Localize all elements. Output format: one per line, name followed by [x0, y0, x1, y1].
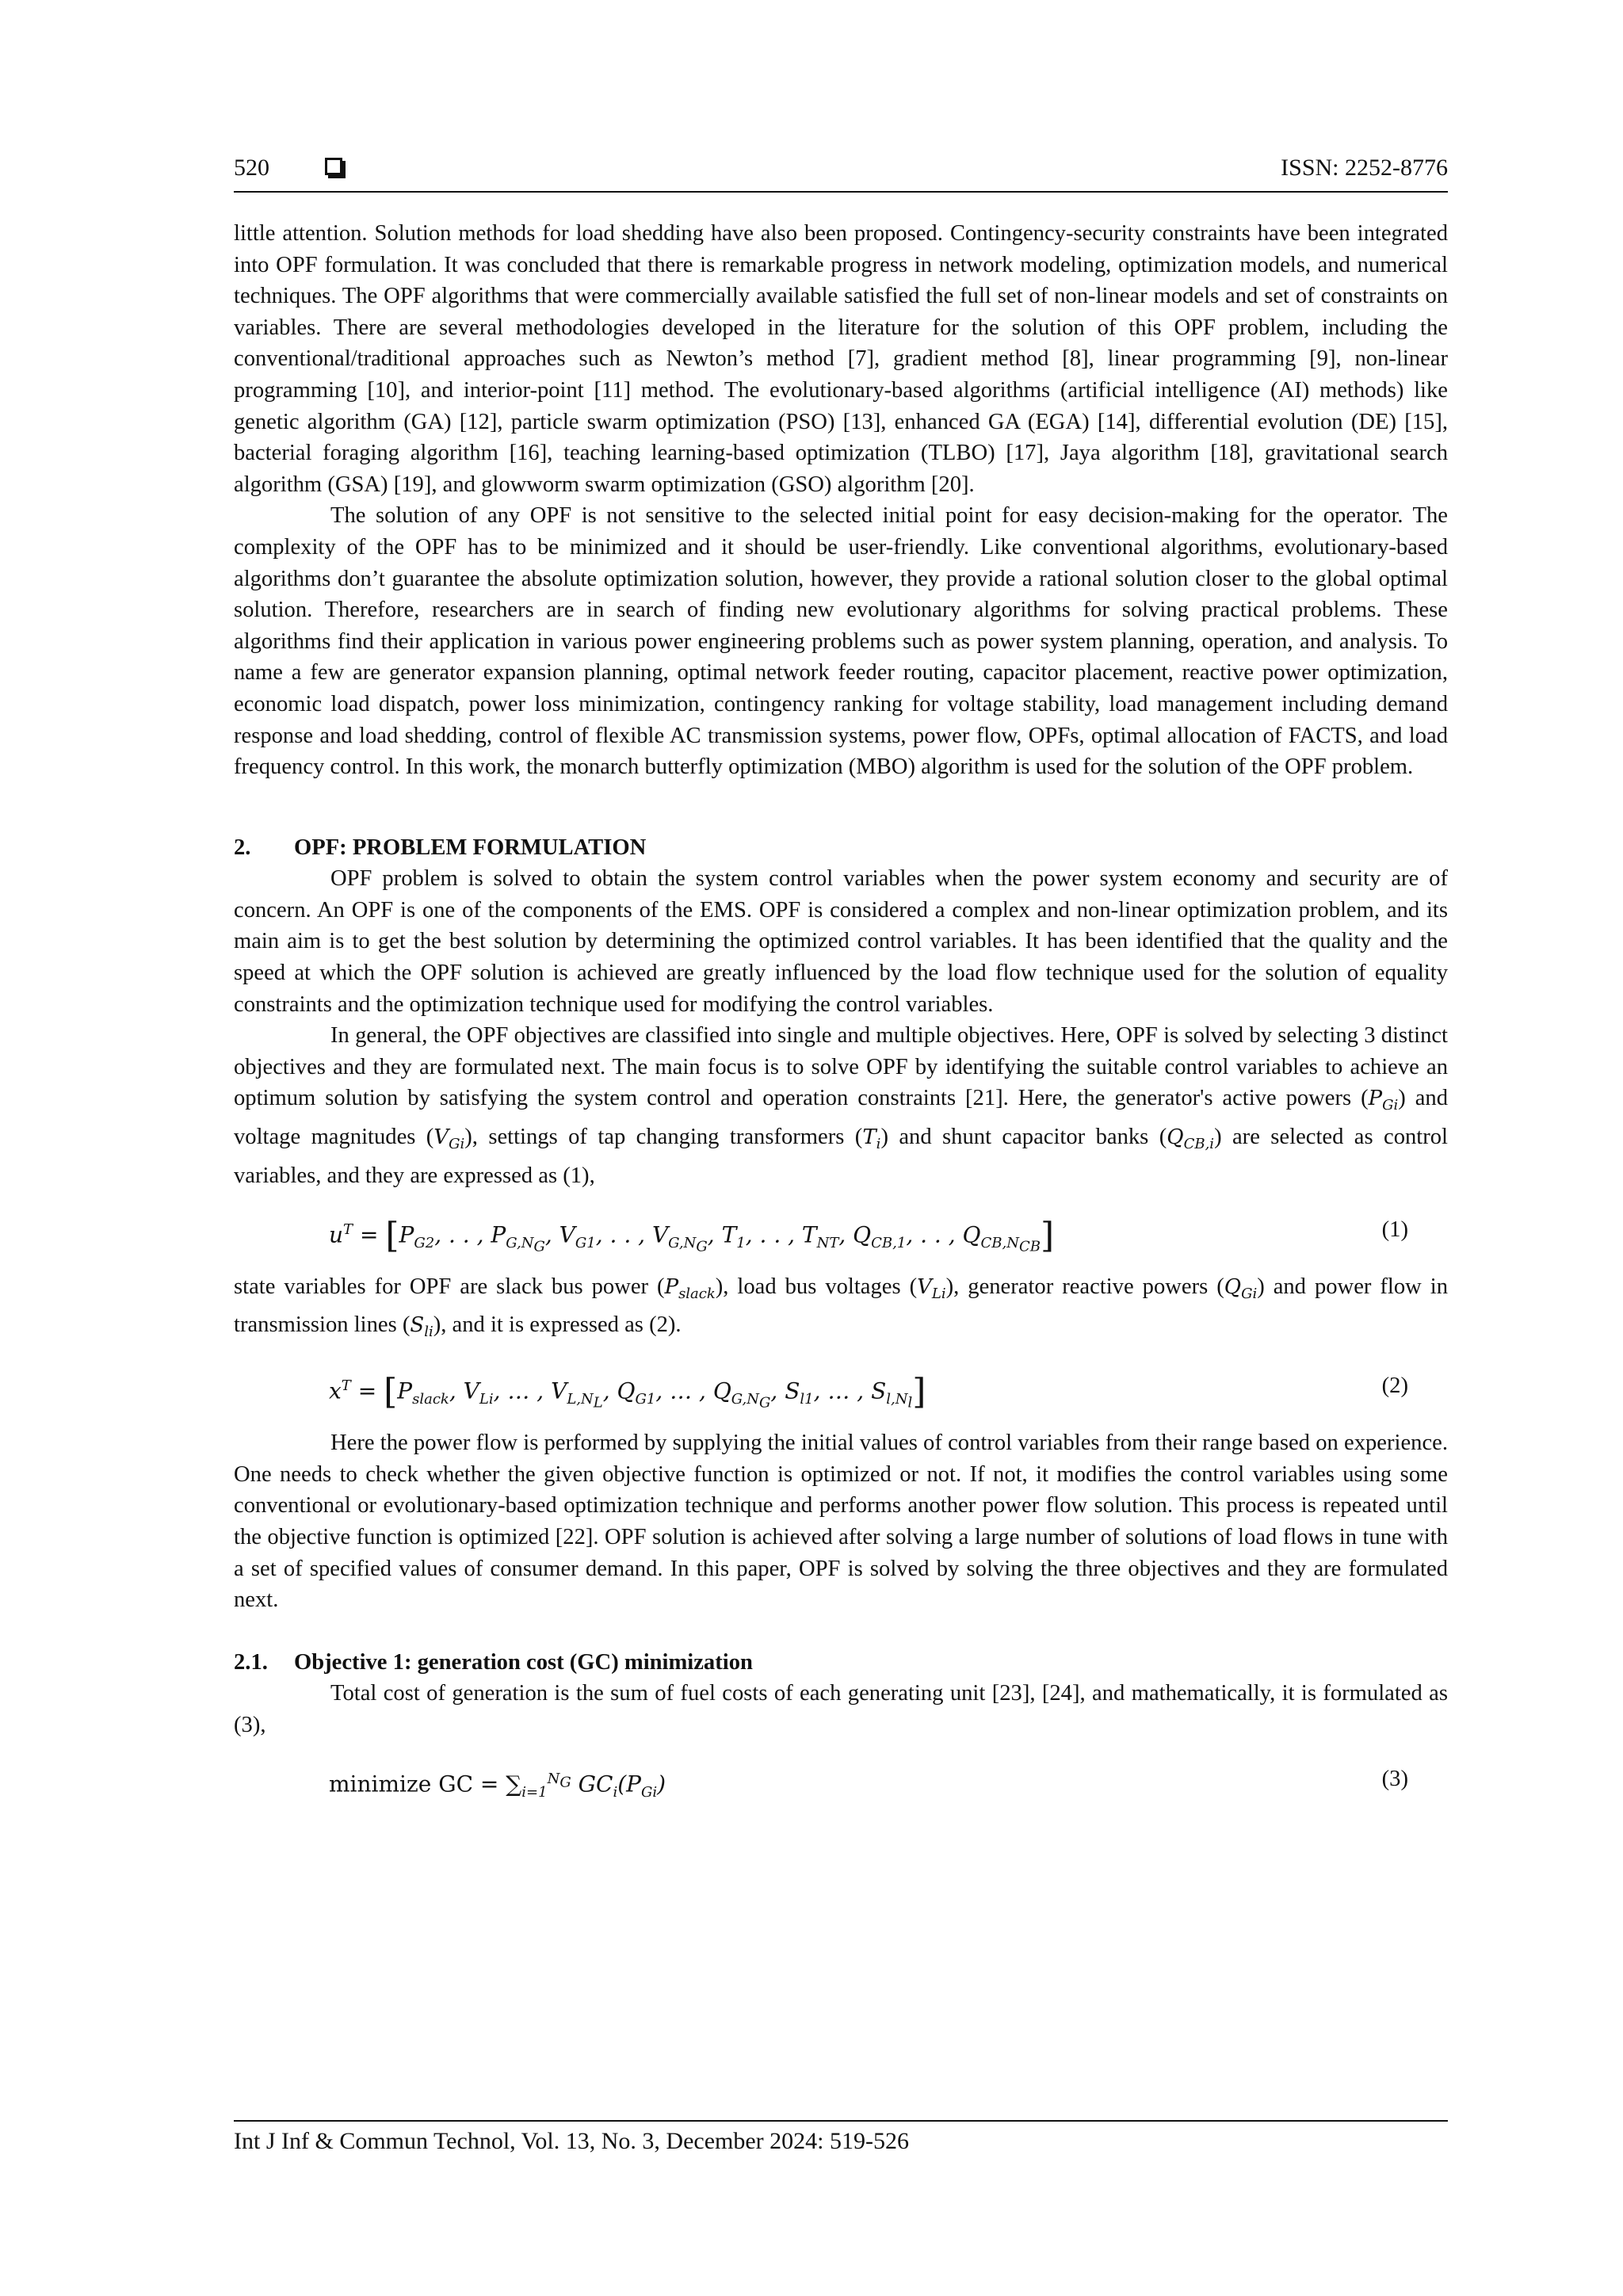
- paragraph-opf-solution: The solution of any OPF is not sensitive to the selected initial point for easy decision-making for the operator. The complexity of the OPF has to be minimized and it should be user-friendly. Like conventional algorithms, evolutionary-based algorithms don’t guarantee the absolute optimization solution, however, they provide a rational solution closer to the global optimal solution. Therefore, researchers are in search of finding new evolutionary algorithms for solving practical problems. These algorithms find their application in various power engineering problems such as power system planning, operation, and analysis. To name a few are generator expansion planning, optimal network feeder routing, capacitor placement, reactive power optimization, economic load dispatch, power loss minimization, contingency ranking for voltage stability, load management including demand response and load shedding, control of flexible AC transmission systems, power flow, OPFs, optimal allocation of FACTS, and load frequency control. In this work, the monarch butterfly optimization (MBO) algorithm is used for the solution of the OPF problem.: [234, 503, 1448, 780]
- square-bullet-icon: [325, 158, 342, 175]
- equation-3-number: (3): [1381, 1766, 1408, 1791]
- paragraph-generation-cost: Total cost of generation is the sum of fuel costs of each generating unit [23], [24], and mathematically, it is formulated as (3),: [234, 1681, 1448, 1737]
- page-number: 520: [234, 155, 269, 181]
- running-header: [234, 155, 1448, 191]
- page: [234, 155, 1449, 1801]
- equation-3: [234, 1757, 1448, 1803]
- equation-2-body: $x^T = [P_{slack}$, $V_{Li}$, … , $V_{L,N_L}$, $Q_{G1}$, … , $Q_{G,N_G}$, $S_{l1}$, … , $S_{l,N_l}$]: [329, 1371, 926, 1412]
- subsection-heading-2-1: 2.1. Objective 1: generation cost (GC) minimization: [234, 1649, 753, 1675]
- footer-rule: [234, 2120, 1448, 2122]
- journal-issn: ISSN: 2252-8776: [1281, 155, 1448, 181]
- article-body: [234, 218, 1448, 1820]
- equation-1-number: (1): [1381, 1217, 1408, 1242]
- equation-1: [234, 1208, 1448, 1254]
- paragraph-opf-objectives: In general, the OPF objectives are classified into single and multiple objectives. Here, OPF is solved by selecting 3 distinct objectives and they are formulated next. The main focus is to solve OPF by identifying the suitable control variables to achieve an optimum solution by satisfying the system control and operation constraints [21]. Here, the generator's active powers $(P_{Gi})$ and voltage magnitudes $(V_{Gi})$, settings of tap changing transformers $(T_i)$ and shunt capacitor banks $(Q_{CB,i})$ are selected as control variables, and they are expressed as (1),: [234, 1023, 1449, 1188]
- section-heading-2: 2. OPF: PROBLEM FORMULATION: [234, 835, 647, 860]
- paragraph-intro-continued: little attention. Solution methods for load shedding have also been proposed. Contingency-security constraints have been integrated into OPF formulation. It was concluded that there is remarkable progress in network modeling, optimization models, and numerical techniques. The OPF algorithms that were commercially available satisfied the full set of non-linear models and set of constraints on variables. There are several methodologies developed in the literature for the solution of this OPF problem, including the conventional/traditional approaches such as Newton’s method [7], gradient method [8], linear programming [9], non-linear programming [10], and interior-point [11] method. The evolutionary-based algorithms (artificial intelligence (AI) methods) like genetic algorithm (GA) [12], particle swarm optimization (PSO) [13], enhanced GA (EGA) [14], differential evolution (DE) [15], bacterial foraging algorithm [16], teaching learning-based optimization (TLBO) [17], Jaya algorithm [18], gravitational search algorithm (GSA) [19], and glowworm swarm optimization (GSO) algorithm [20].: [234, 221, 1448, 497]
- equation-3-body: minimize GC = $\sum_{i=1}^{N_G}$ $GC_i(P_{Gi})$: [329, 1770, 666, 1801]
- header-rule: [234, 191, 1448, 193]
- paragraph-power-flow: Here the power flow is performed by supplying the initial values of control variables from their range based on experience. One needs to check whether the given objective function is optimized or not. If not, it modifies the control variables using some conventional or evolutionary-based optimization technique and performs another power flow solution. This process is repeated until the objective function is optimized [22]. OPF solution is achieved after solving a large number of solutions of load flows in tune with a set of specified values of consumer demand. In this paper, OPF is solved by solving the three objectives and they are formulated next.: [234, 1431, 1448, 1613]
- journal-citation: Int J Inf & Commun Technol, Vol. 13, No. 3, December 2024: 519-526: [234, 2128, 909, 2154]
- equation-1-body: $u^T = [P_{G2}$, . . , $P_{G,N_G}$, $V_{G1}$, . . , $V_{G,N_G}$, $T_1$, . . , $T_{NT}$, $Q_{CB,1}$, . . , $Q_{CB,N_{CB}}$]: [329, 1214, 1055, 1255]
- paragraph-state-variables: state variables for OPF are slack bus power $(P_{slack})$, load bus voltages $(V_{Li})$, generator reactive powers $(Q_{Gi})$ and power flow in transmission lines $(S_{li})$, and it is expressed as (2).: [234, 1274, 1449, 1341]
- equation-2-number: (2): [1381, 1373, 1408, 1399]
- paragraph-opf-problem: OPF problem is solved to obtain the system control variables when the power system economy and security are of concern. An OPF is one of the components of the EMS. OPF is considered a complex and non-linear optimization problem, and its main aim is to get the best solution by determining the optimized control variables. It has been identified that the quality and the speed at which the OPF solution is achieved are greatly influenced by the load flow technique used for the solution of equality constraints and the optimization technique used for modifying the control variables.: [234, 866, 1448, 1017]
- equation-2: [234, 1364, 1448, 1410]
